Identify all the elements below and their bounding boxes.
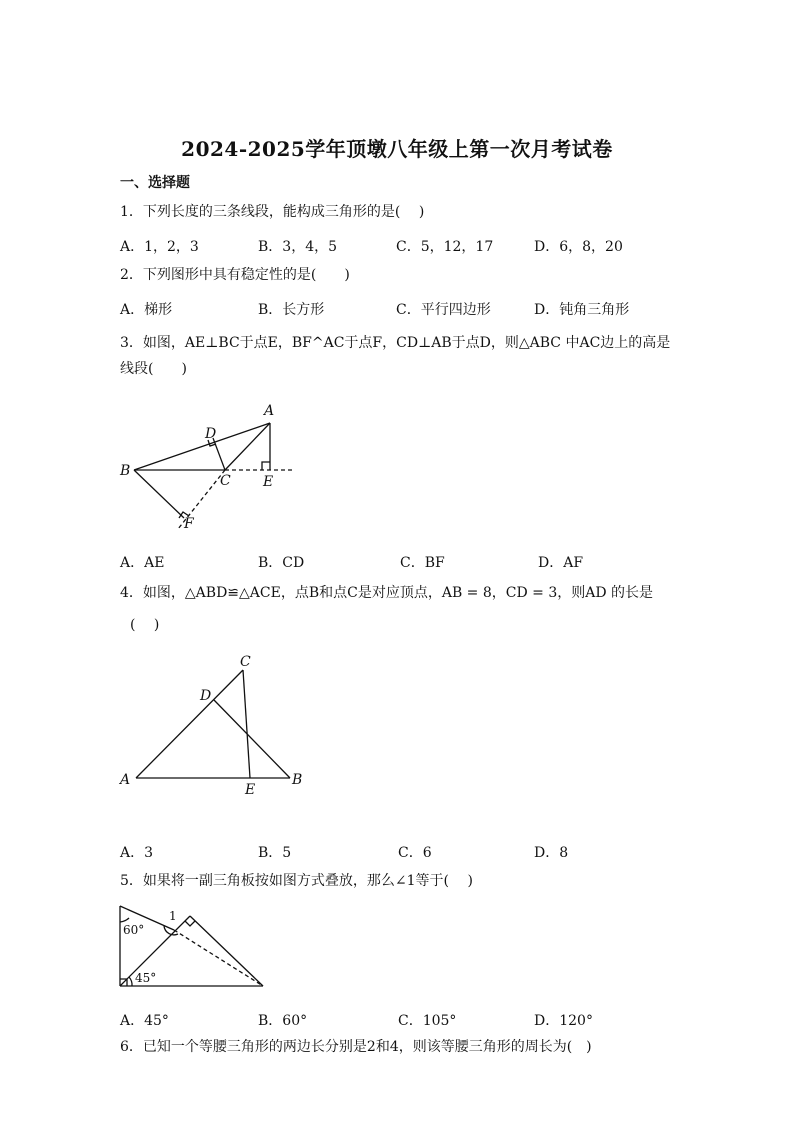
- q1-option-c[interactable]: C．5，12，17: [396, 239, 494, 255]
- q2-option-c[interactable]: C．平行四边形: [396, 302, 491, 318]
- q4-option-a[interactable]: A．3: [120, 845, 154, 861]
- q3-label-d: D: [205, 426, 217, 442]
- question-4-stem: 4．如图，△ABD≌△ACE，点B和点C是对应顶点，AB = 8，CD = 3，则AD 的长是: [120, 585, 654, 601]
- q5-angle-1-label: 1: [169, 909, 177, 923]
- q4-option-d[interactable]: D．8: [534, 845, 569, 861]
- q3-label-c: C: [220, 473, 231, 489]
- q5-option-b[interactable]: B．60°: [258, 1013, 308, 1029]
- q3-label-a: A: [264, 403, 275, 419]
- q1-option-b[interactable]: B．3，4，5: [258, 239, 338, 255]
- q3-option-b[interactable]: B．CD: [258, 555, 305, 571]
- q4-label-d: D: [200, 688, 212, 704]
- q1-option-d[interactable]: D．6，8，20: [534, 239, 623, 255]
- q1-option-a[interactable]: A．1，2，3: [120, 239, 199, 255]
- q4-option-b[interactable]: B．5: [258, 845, 292, 861]
- q4-label-c: C: [240, 654, 251, 670]
- q5-option-a[interactable]: A．45°: [120, 1013, 169, 1029]
- exam-title: 2024-2025学年顶墩八年级上第一次月考试卷: [181, 137, 613, 161]
- question-6-stem: 6．已知一个等腰三角形的两边长分别是2和4，则该等腰三角形的周长为( ): [120, 1039, 592, 1055]
- q5-angle-60-label: 60°: [123, 923, 145, 937]
- question-5-stem: 5．如果将一副三角板按如图方式叠放，那么∠1等于( ): [120, 873, 473, 889]
- q2-option-b[interactable]: B．长方形: [258, 302, 325, 318]
- question-4-figure: [112, 650, 312, 800]
- question-3-figure: [112, 398, 302, 538]
- q3-option-c[interactable]: C．BF: [400, 555, 445, 571]
- q4-label-e: E: [245, 782, 256, 798]
- q4-option-c[interactable]: C．6: [398, 845, 432, 861]
- q2-option-d[interactable]: D．钝角三角形: [534, 302, 630, 318]
- q3-label-e: E: [263, 474, 274, 490]
- q3-option-a[interactable]: A．AE: [120, 555, 165, 571]
- q2-option-a[interactable]: A．梯形: [120, 302, 173, 318]
- q4-label-a: A: [120, 772, 131, 788]
- q5-option-c[interactable]: C．105°: [398, 1013, 457, 1029]
- question-1-stem: 1．下列长度的三条线段，能构成三角形的是( ): [120, 204, 425, 220]
- q3-option-d[interactable]: D．AF: [538, 555, 584, 571]
- q3-label-f: F: [184, 516, 194, 532]
- q5-option-d[interactable]: D．120°: [534, 1013, 593, 1029]
- question-4-stem-cont: ( ): [130, 617, 160, 633]
- question-2-stem: 2．下列图形中具有稳定性的是( ): [120, 267, 350, 283]
- question-5-figure: [112, 900, 272, 992]
- section-heading: 一、选择题: [120, 175, 190, 191]
- q3-label-b: B: [120, 463, 131, 479]
- q5-angle-45-label: 45°: [135, 971, 157, 985]
- q4-label-b: B: [292, 772, 303, 788]
- question-3-stem: 3．如图，AE⊥BC于点E，BF^AC于点F，CD⊥AB于点D，则△ABC 中AC边上的高是线段( ): [120, 335, 671, 377]
